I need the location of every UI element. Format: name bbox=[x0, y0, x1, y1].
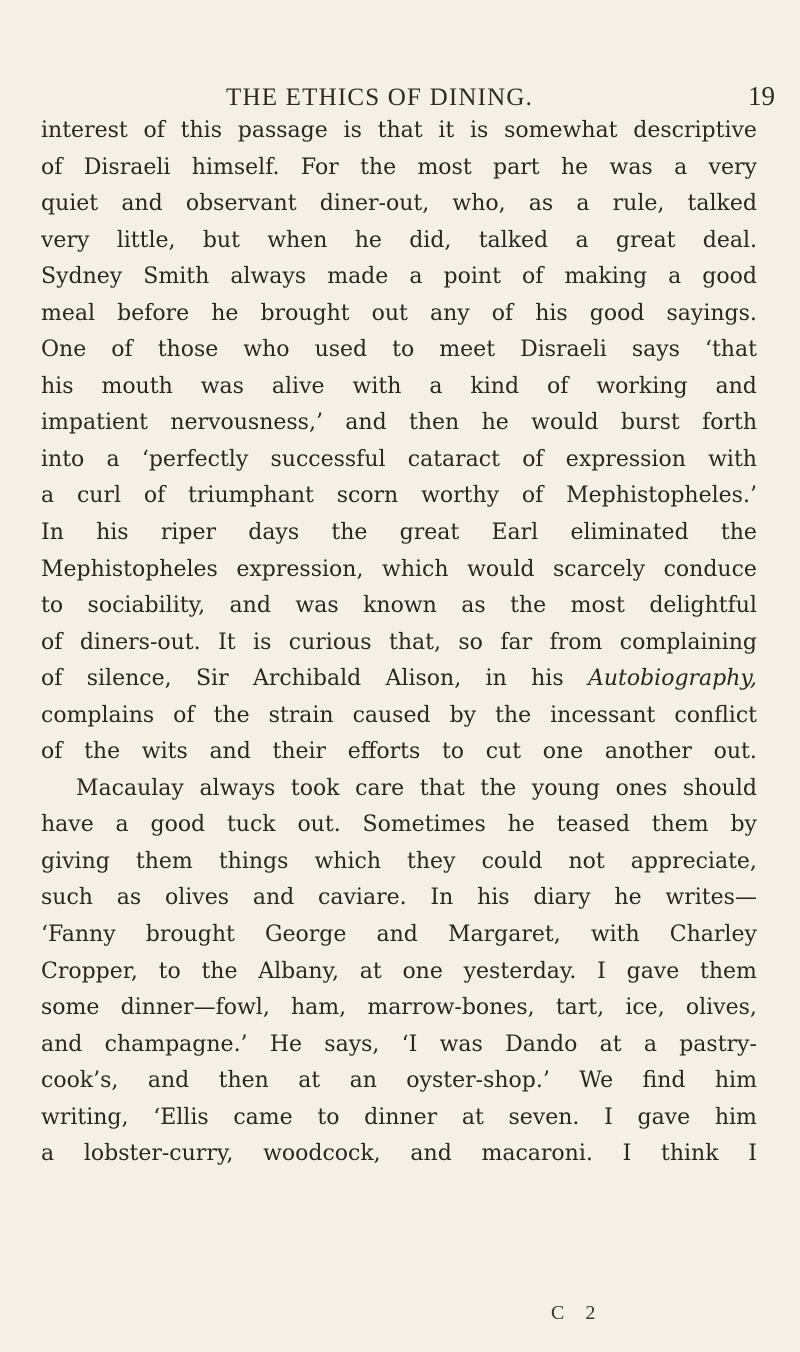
text-line: such as olives and caviare. In his diary he writes— bbox=[41, 885, 757, 911]
signature-mark: C 2 bbox=[551, 1302, 604, 1324]
text-line: complains of the strain caused by the incessant conflict bbox=[41, 702, 757, 728]
text-line: of silence, Sir Archibald Alison, in his Autobiography, bbox=[41, 666, 757, 692]
body-text bbox=[41, 113, 757, 1173]
text-line: Mephistopheles expression, which would scarcely conduce bbox=[41, 556, 757, 582]
text-line: of Disraeli himself. For the most part he was a very bbox=[41, 154, 757, 180]
text-line: cook’s, and then at an oyster-shop.’ We find him bbox=[41, 1068, 757, 1094]
text-line: some dinner—fowl, ham, marrow-bones, tart, ice, olives, bbox=[41, 995, 757, 1021]
text-line: meal before he brought out any of his good sayings. bbox=[41, 300, 757, 326]
text-line: Sydney Smith always made a point of making a good bbox=[41, 264, 757, 290]
text-line: a lobster-curry, woodcock, and macaroni. I think I bbox=[41, 1141, 757, 1167]
text-line: and champagne.’ He says, ‘I was Dando at a pastry- bbox=[41, 1031, 757, 1057]
text-line: of diners-out. It is curious that, so far from complaining bbox=[41, 629, 757, 655]
text-line: a curl of triumphant scorn worthy of Mephistopheles.’ bbox=[41, 483, 757, 509]
text-line: writing, ‘Ellis came to dinner at seven. I gave him bbox=[41, 1104, 757, 1130]
text-line: interest of this passage is that it is somewhat descriptive bbox=[41, 118, 757, 143]
text-line: Macaulay always took care that the young ones should bbox=[76, 775, 757, 801]
text-line: into a ‘perfectly successful cataract of expression with bbox=[41, 446, 757, 472]
page-number: 19 bbox=[748, 81, 775, 111]
text-line: of the wits and their efforts to cut one another out. bbox=[41, 739, 757, 765]
text-line: his mouth was alive with a kind of working and bbox=[41, 373, 757, 399]
running-title: THE ETHICS OF DINING. bbox=[226, 84, 534, 111]
text-line: quiet and observant diner-out, who, as a rule, talked bbox=[41, 191, 757, 217]
text-line: ‘Fanny brought George and Margaret, with Charley bbox=[41, 922, 757, 948]
text-line: to sociability, and was known as the most delightful bbox=[41, 593, 757, 619]
text-line: very little, but when he did, talked a great deal. bbox=[41, 227, 757, 253]
text-line: One of those who used to meet Disraeli says ‘that bbox=[41, 337, 757, 363]
text-line: have a good tuck out. Sometimes he teased them by bbox=[41, 812, 757, 838]
text-line: Cropper, to the Albany, at one yesterday. I gave them bbox=[41, 958, 757, 984]
text-line: impatient nervousness,’ and then he would burst forth bbox=[41, 410, 757, 436]
text-line: giving them things which they could not appreciate, bbox=[41, 848, 757, 874]
text-line: In his riper days the great Earl eliminated the bbox=[41, 520, 757, 546]
